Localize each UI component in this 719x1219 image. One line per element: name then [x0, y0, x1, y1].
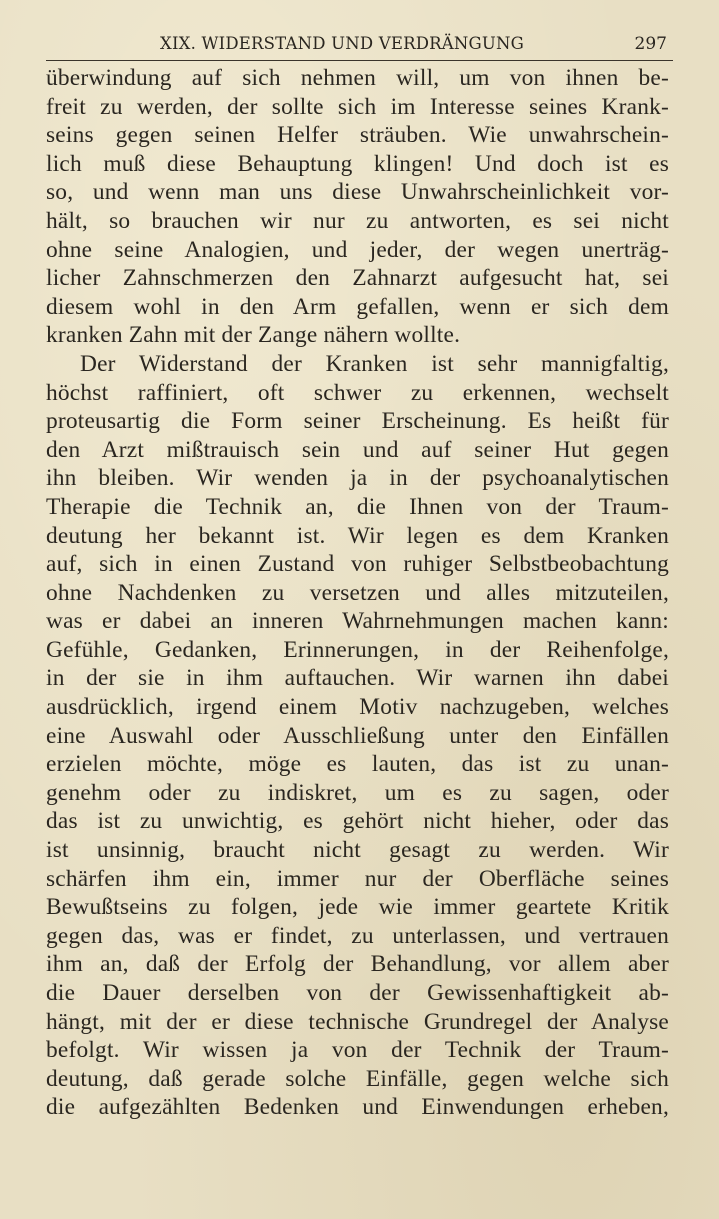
text-line: hält, so brauchen wir nur zu antworten, es sei nicht	[46, 207, 669, 234]
text-line: ohne seine Analogien, und jeder, der wegen unerträg-	[46, 236, 669, 263]
paragraph-first-line: Der Widerstand der Kranken ist sehr mannigfaltig,	[80, 350, 669, 377]
text-line: ihn bleiben. Wir wenden ja in der psychoanalytischen	[46, 465, 669, 492]
text-line: lich muß diese Behauptung klingen! Und doch ist es	[46, 150, 669, 177]
text-line: Bewußtseins zu folgen, jede wie immer geartete Kritik	[46, 894, 669, 921]
text-line: deutung her bekannt ist. Wir legen es dem Kranken	[46, 522, 669, 549]
text-line: hängt, mit der er diese technische Grundregel der Analyse	[46, 1008, 669, 1035]
text-line: Therapie die Technik an, die Ihnen von der Traum-	[46, 493, 669, 520]
text-line: das ist zu unwichtig, es gehört nicht hieher, oder das	[46, 808, 669, 835]
running-head	[46, 30, 673, 61]
text-line: gegen das, was er findet, zu unterlassen, und vertrauen	[46, 922, 669, 949]
text-line: ohne Nachdenken zu versetzen und alles mitzuteilen,	[46, 579, 669, 606]
text-line: seins gegen seinen Helfer sträuben. Wie unwahrschein-	[46, 122, 669, 149]
text-line: ausdrücklich, irgend einem Motiv nachzugeben, welches	[46, 694, 669, 721]
text-line: eine Auswahl oder Ausschließung unter den Einfällen	[46, 722, 669, 749]
text-line: diesem wohl in den Arm gefallen, wenn er sich dem	[46, 293, 669, 320]
text-line: befolgt. Wir wissen ja von der Technik der Traum-	[46, 1037, 669, 1064]
text-line: deutung, daß gerade solche Einfälle, gegen welche sich	[46, 1065, 669, 1092]
text-line: ist unsinnig, braucht nicht gesagt zu werden. Wir	[46, 837, 669, 864]
text-line: was er dabei an inneren Wahrnehmungen machen kann:	[46, 608, 669, 635]
text-line: genehm oder zu indiskret, um es zu sagen, oder	[46, 779, 669, 806]
text-line: schärfen ihm ein, immer nur der Oberfläche seines	[46, 865, 669, 892]
running-title: XIX. WIDERSTAND UND VERDRÄNGUNG	[160, 34, 525, 53]
page-number: 297	[634, 34, 667, 54]
text-line: so, und wenn man uns diese Unwahrscheinlichkeit vor-	[46, 179, 669, 206]
text-line: die Dauer derselben von der Gewissenhaftigkeit ab-	[46, 980, 669, 1006]
text-line: Gefühle, Gedanken, Erinnerungen, in der Reihenfolge,	[46, 636, 669, 663]
text-line: in der sie in ihm auftauchen. Wir warnen ihn dabei	[46, 665, 669, 692]
paragraph-last-line: kranken Zahn mit der Zange nähern wollte.	[46, 322, 461, 349]
text-line: licher Zahnschmerzen den Zahnarzt aufgesucht hat, sei	[46, 265, 669, 292]
text-line: auf, sich in einen Zustand von ruhiger Selbstbeobachtung	[46, 551, 669, 578]
text-line: die aufgezählten Bedenken und Einwendungen erheben,	[46, 1094, 669, 1121]
text-line: höchst raffiniert, oft schwer zu erkennen, wechselt	[46, 379, 669, 406]
text-line: erzielen möchte, möge es lauten, das ist zu unan-	[46, 751, 669, 778]
text-line: freit zu werden, der sollte sich im Interesse seines Krank-	[46, 93, 669, 120]
text-line: ihm an, daß der Erfolg der Behandlung, vor allem aber	[46, 951, 669, 978]
text-line: den Arzt mißtrauisch sein und auf seiner Hut gegen	[46, 436, 669, 463]
text-line: proteusartig die Form seiner Erscheinung. Es heißt für	[46, 408, 669, 435]
text-line: überwindung auf sich nehmen will, um von ihnen be-	[46, 65, 669, 91]
body-text	[46, 64, 669, 1122]
